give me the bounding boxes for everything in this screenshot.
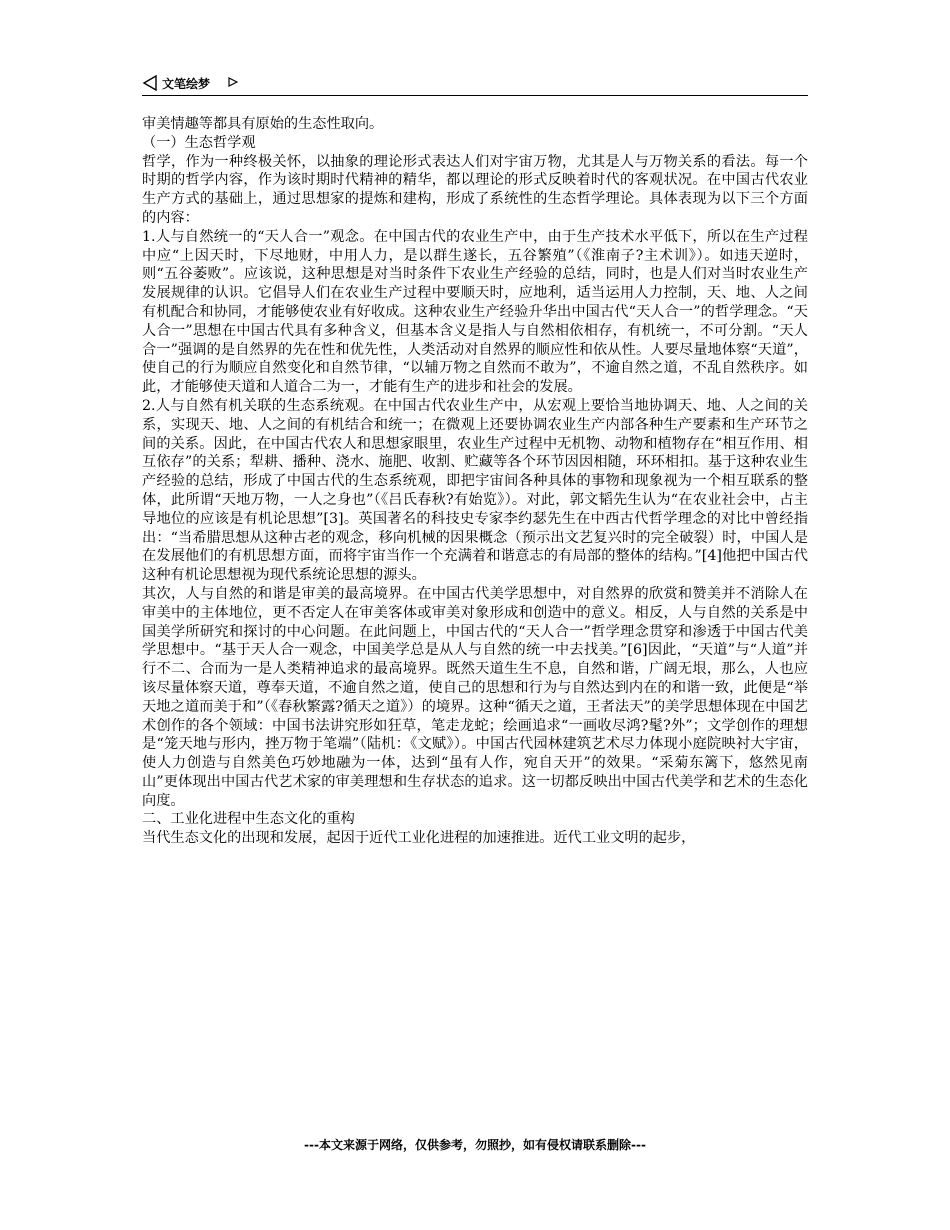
triangle-left-icon	[142, 75, 158, 91]
paragraph: 审美情趣等都具有原始的生态性取向。	[142, 116, 384, 132]
paragraph: 2.人与自然有机关联的生态系统观。在中国古代农业生产中，从宏观上要恰当地协调天、地、人之间的关系，实现天、地、人之间的有机结合和统一；在微观上还要协调农业生产内部各种生产要素和生产环节之间的关系。因此，在中国古代农人和思想家眼里，农业生产过程中无机物、动物和植物存在“相互作用、相互依存”的关系；犁耕、播种、浇水、施肥、收割、贮藏等各个环节因因相随，环环相扣。基于这种农业生产经验的总结，形成了中国古代的生态系统观，即把宇宙间各种具体的事物和现象视为一个相互联系的整体，此所谓“天地万物，一人之身也”（《吕氏春秋?有始览》）。对此，郭文韬先生认为“在农业社会中，占主导地位的应该是有机论思想”[3]。英国著名的科技史专家李约瑟先生在中西古代哲学理念的对比中曾经指出：“当希腊思想从这种古老的观念，移向机械的因果概念（预示出文艺复兴时的完全破裂）时，中国人是在发展他们的有机思想方面，而将宇宙当作一个充满着和谐意志的有局部的整体的结构。”[4]他把中国古代这种有机论思想视为现代系统论思想的源头。	[142, 397, 808, 584]
section-heading: （一）生态哲学观	[142, 134, 256, 151]
paragraph: 其次，人与自然的和谐是审美的最高境界。在中国古代美学思想中，对自然界的欣赏和赞美并不消除人在审美中的主体地位，更不否定人在审美客体或审美对象形成和创造中的意义。相反，人与自然的关系是中国美学所研究和探讨的中心问题。在此问题上，中国古代的“天人合一”哲学理念贯穿和渗透于中国古代美学思想中。“基于天人合一观念，中国美学总是从人与自然的统一中去找美。”[6]因此，“天道”与“人道”并行不二、合而为一是人类精神追求的最高境界。既然天道生生不息，自然和谐，广阔无垠，那么，人也应该尽量体察天道，尊奉天道，不逾自然之道，使自己的思想和行为与自然达到内在的和谐一致，此便是“举天地之道而美于和”（《春秋繁露?循天之道》）的境界。这种“循天之道，王者法天”的美学思想体现在中国艺术创作的各个领域：中国书法讲究形如狂草，笔走龙蛇；绘画追求“一画收尽鸿?髦?外”；文学创作的理想是“笼天地与形内，挫万物于笔端”（陆机：《文赋》）。中国古代园林建筑艺术尽力体现小庭院映衬大宇宙，使人力创造与自然美色巧妙地融为一体，达到“虽有人作，宛自天开”的效果。“采菊东篱下，悠然见南山”更体现出中国古代艺术家的审美理想和生存状态的追求。这一切都反映出中国古代美学和艺术的生态化向度。	[142, 585, 808, 809]
paragraph: 1.人与自然统一的“天人合一”观念。在中国古代的农业生产中，由于生产技术水平低下，所以在生产过程中应“上因天时，下尽地财，中用人力，是以群生遂长，五谷繁殖”（《淮南子?主术训》）。如违天逆时，则“五谷萎败”。应该说，这种思想是对当时条件下农业生产经验的总结，同时，也是人们对当时农业生产发展规律的认识。它倡导人们在农业生产过程中要顺天时，应地利，适当运用人力控制，天、地、人之间有机配合和协同，才能够使农业有好收成。这种农业生产经验升华出中国古代“天人合一”的哲学理念。“天人合一”思想在中国古代具有多种含义，但基本含义是指人与自然相依相存，有机统一，不可分割。“天人合一”强调的是自然界的先在性和优先性，人类活动对自然界的顺应性和依从性。人要尽量地体察“天道”，使自己的行为顺应自然变化和自然节律，“以辅万物之自然而不敢为”，不逾自然之道，不乱自然秩序。如此，才能够使天道和人道合二为一，才能有生产的进步和社会的发展。	[142, 228, 808, 396]
paragraph: 当代生态文化的出现和发展，起因于近代工业化进程的加速推进。近代工业文明的起步，	[142, 830, 696, 847]
page-header	[142, 75, 808, 96]
paragraph: 哲学，作为一种终极关怀，以抽象的理论形式表达人们对宇宙万物，尤其是人与万物关系的看法。每一个时期的哲学内容，作为该时期时代精神的精华，都以理论的形式反映着时代的客观状况。在中国古代农业生产方式的基础上，通过思想家的提炼和建构，形成了系统性的生态哲学理论。具体表现为以下三个方面的内容：	[142, 153, 808, 226]
section-heading: 二、工业化进程中生态文化的重构	[142, 811, 355, 828]
triangle-right-icon	[228, 77, 238, 87]
footer-notice: ---本文来源于网络，仅供参考，勿照抄，如有侵权请联系删除---	[304, 1138, 646, 1152]
document-body	[142, 115, 808, 848]
header-title: 文笔绘梦	[162, 77, 211, 91]
